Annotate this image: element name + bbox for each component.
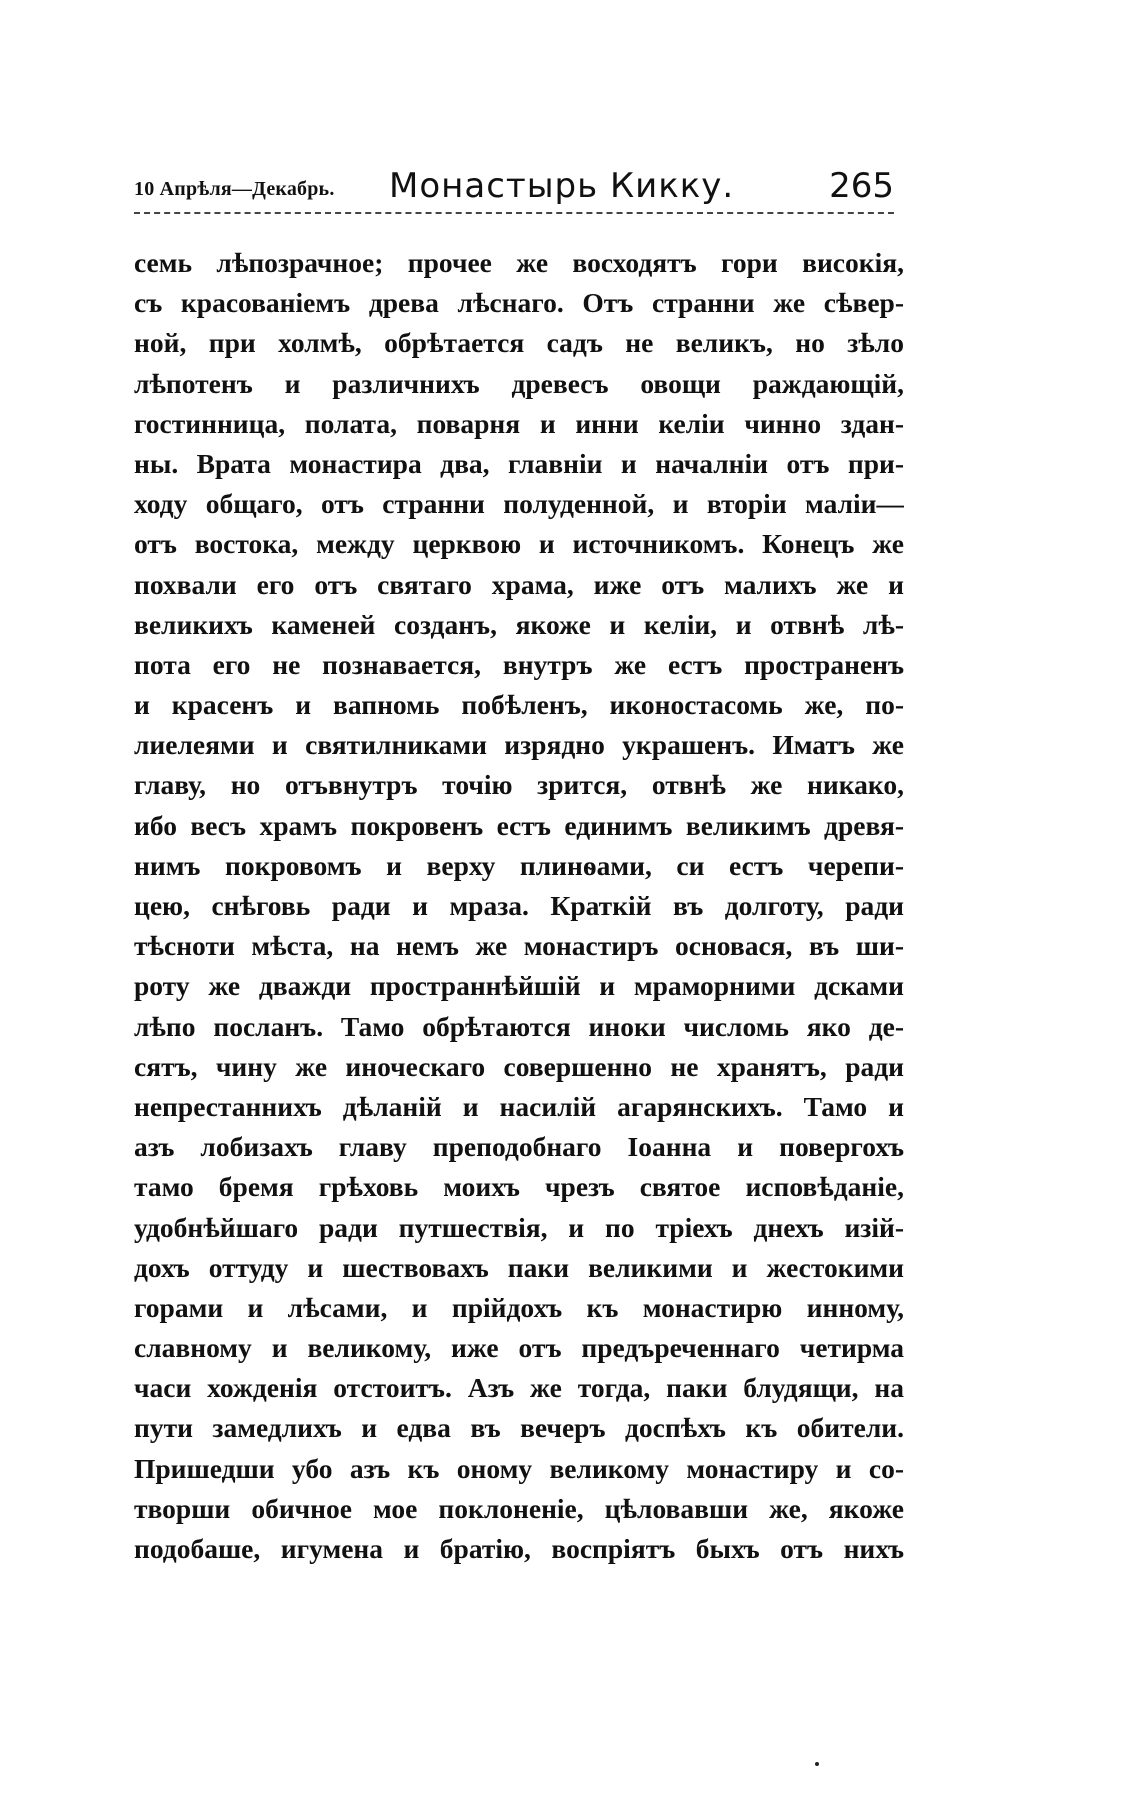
- text-line: нимъ покровомъ и верху плинѳами, си естъ черепи-: [134, 849, 904, 881]
- text-line: лѣпо посланъ. Тамо обрѣтаются иноки числомь яко де-: [134, 1010, 904, 1042]
- text-line: лѣпотенъ и различнихъ древесъ овощи раждающій,: [134, 367, 904, 399]
- text-line: великихъ каменей созданъ, якоже и келіи, и отвнѣ лѣ-: [134, 608, 904, 640]
- text-line: и красенъ и вапномь побѣленъ, иконостасомь же, по-: [134, 689, 904, 721]
- text-line: похвали его отъ святаго храма, иже отъ малихъ же и: [134, 568, 904, 600]
- text-line: ибо весъ храмъ покровенъ естъ единимъ великимъ древя-: [134, 809, 904, 841]
- text-line: пути замедлихъ и едва въ вечеръ доспѣхъ къ обители.: [134, 1412, 904, 1444]
- running-head: [134, 168, 894, 212]
- text-line: тѣсноти мѣста, на немъ же монастиръ основася, въ ши-: [134, 930, 904, 962]
- text-line: отъ востока, между церквою и источникомъ. Конецъ же: [134, 528, 904, 560]
- text-line: семь лѣпозрачное; прочее же восходятъ гори високія,: [134, 247, 904, 278]
- text-line: пота его не познавается, внутръ же естъ пространенъ: [134, 648, 904, 680]
- text-line: удобнѣйшаго ради путшествія, и по тріехъ днехъ изій-: [134, 1211, 904, 1243]
- text-line: творши обичное мое поклоненіе, цѣловавши же, якоже: [134, 1492, 904, 1524]
- text-line: непрестаннихъ дѣланій и насилій агарянскихъ. Тамо и: [134, 1090, 904, 1122]
- running-head-title: Монастырь Кикку.: [389, 166, 735, 206]
- text-line: съ красованіемъ древа лѣснаго. Отъ странни же сѣвер-: [134, 287, 904, 319]
- header-rule: [134, 212, 894, 214]
- text-line: роту же дважди пространнѣйшій и мраморними дсками: [134, 970, 904, 1002]
- page-number: 265: [829, 166, 894, 206]
- text-line: сятъ, чину же иноческаго совершенно не хранятъ, ради: [134, 1050, 904, 1082]
- text-line: ной, при холмѣ, обрѣтается садъ не великъ, но зѣло: [134, 327, 904, 359]
- body-text: [134, 243, 904, 1569]
- text-line: дохъ оттуду и шествовахъ паки великими и жестокими: [134, 1251, 904, 1283]
- text-line: тамо бремя грѣховь моихъ чрезъ святое исповѣданіе,: [134, 1171, 904, 1203]
- running-head-date-range: 10 Апрѣля—Декабрь.: [134, 178, 335, 200]
- print-speck: [815, 1762, 819, 1766]
- text-line: ходу общаго, отъ странни полуденной, и вторіи маліи—: [134, 488, 904, 520]
- text-line: ны. Врата монастира два, главніи и началніи отъ при-: [134, 447, 904, 479]
- text-line: цею, снѣговь ради и мраза. Краткій въ долготу, ради: [134, 890, 904, 921]
- text-line: подобаше, игумена и братію, воспріятъ быхъ отъ нихъ: [134, 1533, 904, 1564]
- text-line: Пришедши убо азъ къ оному великому монастиру и со-: [134, 1452, 904, 1484]
- text-line: главу, но отъвнутръ точію зрится, отвнѣ же никако,: [134, 769, 904, 801]
- text-line: лиелеями и святилниками изрядно украшенъ. Иматъ же: [134, 729, 904, 761]
- text-line: горами и лѣсами, и прійдохъ къ монастирю инному,: [134, 1291, 904, 1323]
- text-line: азъ лобизахъ главу преподобнаго Іоанна и повергохъ: [134, 1131, 904, 1163]
- text-line: славному и великому, иже отъ предъреченнаго четирма: [134, 1332, 904, 1364]
- text-line: часи хожденія отстоитъ. Азъ же тогда, паки блудящи, на: [134, 1372, 904, 1404]
- text-line: гостинница, полата, поварня и инни келіи чинно здан-: [134, 407, 904, 439]
